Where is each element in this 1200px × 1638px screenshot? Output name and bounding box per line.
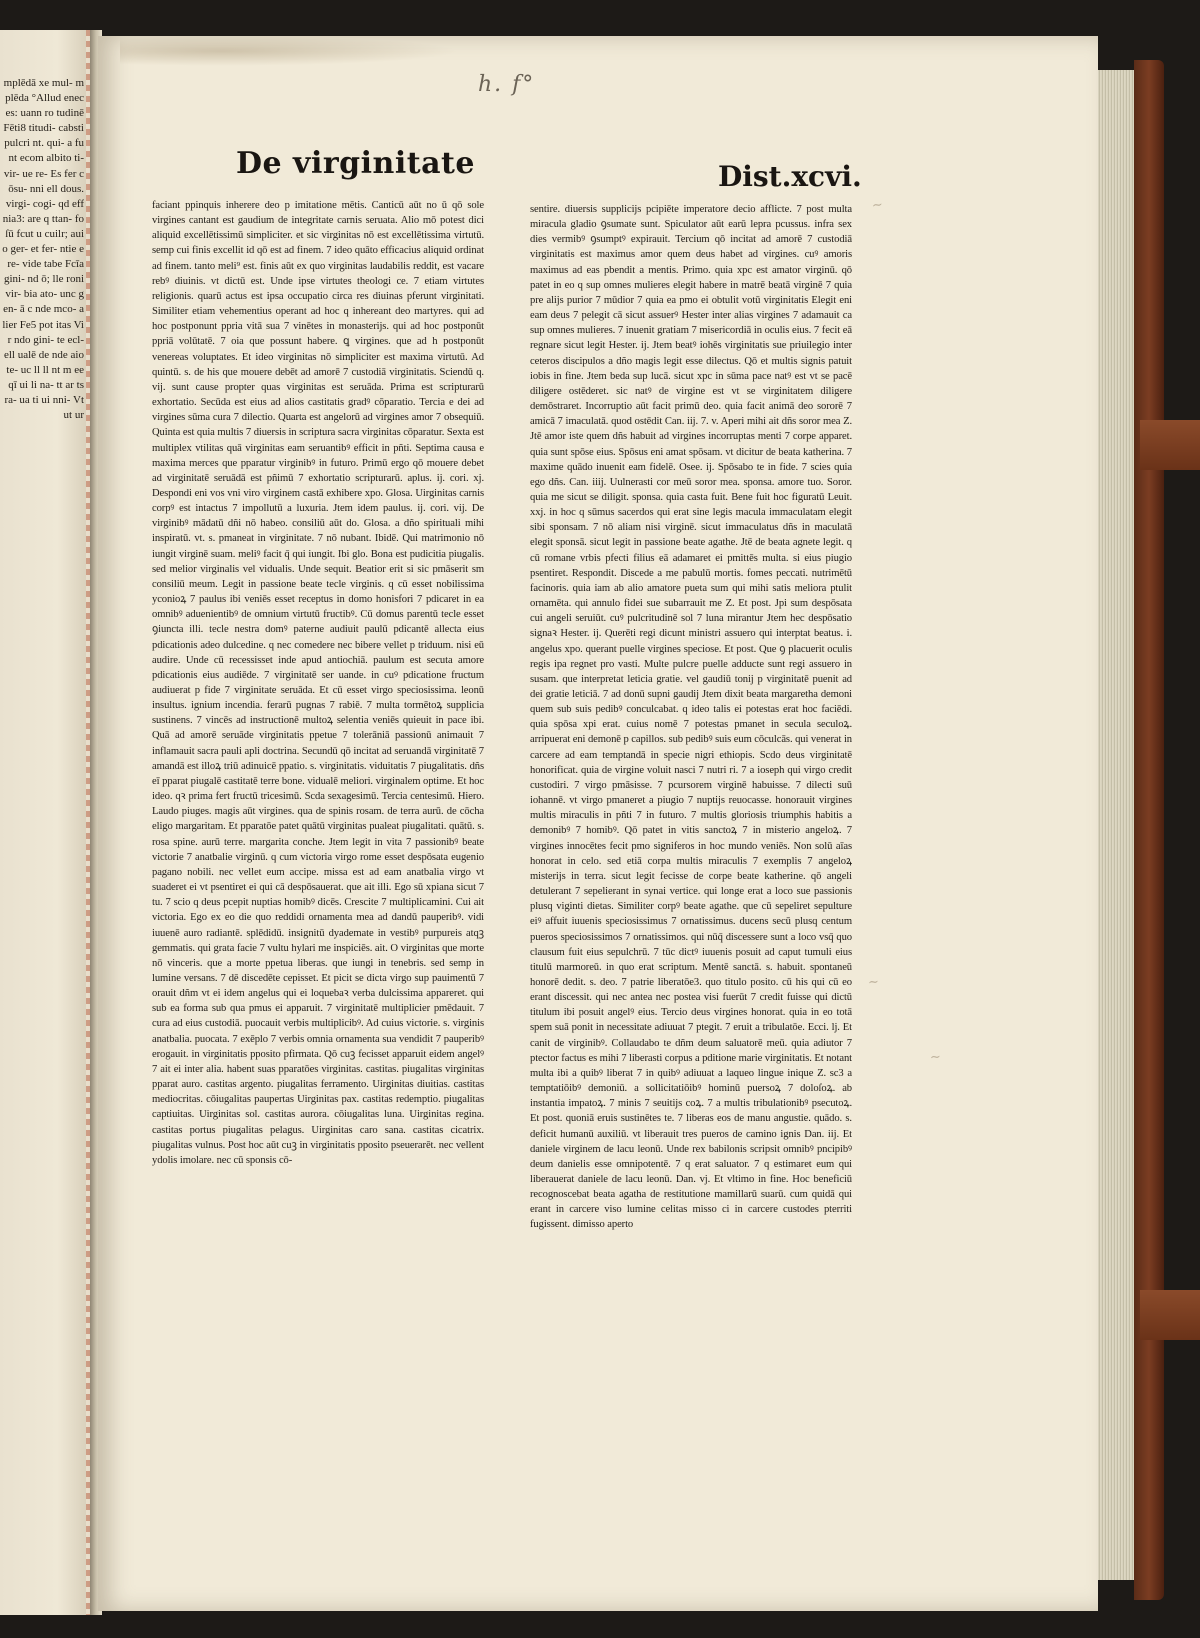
page-stain: [120, 36, 460, 66]
left-page-text-edge: mplēdā xe mul- mplēda °Allud eneces: uann ro tudinē Fēti8 titudi- cabsti pulcri nt. qui- a funt ecom albito ti- vir- ue re- Es fer cōsu- nni ell dous. virgi- cogi- qd eff nia3: are q ttan- fo ſū fcut u cuilr; auio ger- et fer- ntie ere- vide tabe Fcīa gini- nd ō; lle roni vir- bia ato- unc gen- ā c nde mco- alier Fe5 pot itas Vir ndo gini- te ecl- ell ualē de nde aio te- uc ll ll nt m ee qī ui li na- tt ar ts ra- ua ti ui nni- Vt ut ur: [2, 77, 84, 422]
faint-margin-annotation: ~: [871, 197, 884, 214]
page-edges: [1098, 70, 1134, 1580]
running-header-left: De virginitate: [236, 146, 476, 181]
left-page: [0, 30, 96, 1615]
pencil-folio-note: h. f°: [478, 72, 536, 97]
leather-clasp-lower: [1140, 1290, 1200, 1340]
faint-margin-annotation: ~: [867, 974, 880, 991]
column-left-text: faciant ppinquis inherere deo p imitatione mētis. Canticū aūt no ū qō sole virgines cantant est gaudium de integritate carnis seruata. Alio mō potest dici aliquid excellētissimū simpliciter. et sic virginitas nō est excellētissima virtutū. semp cui finis excellit id qō est ad finem. 7 ideo quāto efficacius aliquid ordinat ad finem. tanto meli⁹ est. finis aūt ex quo virginitas laudabilis reddit, est vacare rebꝰ diuinis. vt dictū est. Unde ipse virtutes theologi ce. 7 etiam virtutes religionis. quarū actus est ipsa occupatio circa res diuinas pferunt virginitati. Similiter etiam vehementius operant ad hoc q inhereant deo martyres. qui ad hoc postponunt ppria vitā sua 7 vinētes in monasterijs. qui ad hoc postponūt ppriā volūtatē. 7 oia que possunt habere. ꝗ virgines. que ad h postponūt venereas voluptates. Et ideo virginitas nō simpliciter est maxima virtutū. Ad quintū. s. de his que mouere debēt ad amorē 7 custodiā virginitatis. Sciendū q. vij. sunt cause propter quas virginitas est seruāda. Prima est scripturarū exhortatio. Secūda est eius ad alios castitatis gradꝰ cōparatio. Tercia e dei ad virgines sūma cura 7 dilectio. Quarta est angelorū ad virgines amor 7 obsequiū. Quinta est quia multis 7 diuersis in scriptura sacra virginitas cōparatur. Sexta est multiplex vtilitas quā virginitas eam seruantibꝰ efficit in pñti. Septima causa e maxima merces que pparatur virginibꝰ in futuro. Primū ergo qō mouere debet ad virginitatē seruādā est pñimū 7 exhortatio scripturarū. aplus. ij. cori. xj. Despondi eni vos vni viro virginem castā exhibere xpo. Glosa. Uirginitas carnis corpꝰ est intactus 7 impollutū a luxuria. Jtem idem paulus. ij. cori. vij. De virginibꝰ mādatū dñi nō habeo. consiliū aūt do. Glosa. a dño spirituali mihi inspiratū. vt. s. pmaneat in virginitate. 7 nō nubant. Ibidē. Qui matrimonio nō iungit virginē suam. meliꝰ facit q̄ qui iungit. Ibi glo. Bona est pudicitia piugalis. sed melior virginalis vel vidualis. Unde sequit. Beatior erit si sic pmāserit sm consiliū meum. Legit in passione beate tecle virginis. q cū esset nobilissima yconioꝝ 7 paulus ibi veniēs esset receptus in domo honisfori 7 pdicaret in ea omnibꝰ aduenientibꝰ de omnium virtutū fructibꝰ. Cū domus parentū tecle esset ꝯiuncta illi. tecle nestra domꝰ paterne audiuit paulū pdicantē allecta eius pdicationis adeo dulcedine. q nec comedere nec bibere vellet p triduum. nisi eū audire. Unde cū recessisset inde apud antiochiā. paulum est secuta amore pdicationis eius audiēde. 7 virginitatē ser uande. in cuꝰ pdicatione fructum audiuerat p fide 7 virginitate seruāda. Et cū esset virgo speciosissima. leonū insultus. ignium incendia. ferarū pugnas 7 rabiē. 7 multa tormētoꝝ supplicia sustinens. 7 vincēs ad instructionē multoꝝ selentia veniēs quieuit in pace ibi. Quā ad amorē seruāde virginitatis ppetue 7 tolerāniā passionū animauit 7 inflamauit sacra pauli apli doctrina. Secundū qō incitat ad seruandā virginitatē 7 amandā est illoꝝ triū adinuicē ppatio. s. virginitatis. viduitatis 7 piugalitatis. dñs eī pparat piugalē castitatē terre bone. vidualē meliori. virginalem optime. Et hoc ideo. qꝛ prima fert fructū tricesimū. Scda sexagesimū. Tercia centesimū. Hiero. Laudo piuges. magis aūt virgines. qua de spinis rosam. de terra aurū. de cōcha eligo margaritam. Et pparatōe patet quātū virginitas pualeat piugalitati. quātū. s. rosa spine. aurū terre. margarita conche. Jtem legit in vita 7 passionibꝰ beate victorie 7 anatbalie virginū. q cum victoria virgo rome esset despōsata eugenio pagano nobili. nec vellet eum accipe. missa est ad eam anatbalia virgo vt suaderet ei vt psentiret ei qui cā despōsauerat. que ait illi. Ego sū xpiana sicut 7 tu. 7 scio q deus pcepit nuptias homibꝰ dicēs. Crescite 7 multiplicamini. Cui ait victoria. Ego ex eo die quo reddidi ornamenta mea ad dandū pauperibꝰ. vidi iuuenē auro radiantē. splēdidū. insignitū dyademate in vestibꝰ purpureis atqꝫ gemmatis. qui grata facie 7 vultu hylari me inspiciēs. ait. O virginitas que morte nō vinceris. que a morte ppetua liberas. que iungi in tenebris. sed semp in lumine versans. 7 dē discedēte cepisset. Et picit se dicta virgo sup pauimentū 7 orauit dñm vt ei idem angelus qui ei loquebaꝛ verba dulcissima appareret. qui sub ea forma sub qua pmus ei apparuit. 7 virginitatē multiplicier pmēdauit. 7 cura ad eius custodiā. puocauit verbis multiplicibꝰ. Ad cuius victorie. s. virginis anatbalia. puocata. 7 exēplo 7 verbis omnia ornamenta sua vendidit 7 pauperibꝰ erogauit. in virginitatis pposito pfirmata. Qō cuꝫ fecisset apparuit eidem angelꝰ 7 ait ei inter alia. habent suas pparatōes virginitas. castitas. piugalitas virginitas pparat auro. castitas argento. piugalitas ferramento. Uirginitas diuitias. castitas mediocritas. cōiugalitas paupertas Uirginitas pax. castitas redemptio. piugalitas captiuitas. Uirginitas sol. castitas aurora. cōiugalitas luna. Uirginitas regina. castitas portus piugalitas pelagus. Uirginitas caro sana. castitas cicatrix. piugalitas vulnus. Post hoc aūt cuꝫ in virginitatis pposito pseuerarēt. nec vellent ydolis imolare. nec cū sponsis cō-: [152, 200, 484, 1166]
column-right-text: sentire. diuersis supplicijs pcipiēte imperatore decio afflicte. 7 post multa miracula gladio ꝯsumate sunt. Spiculator aūt earū lepra pcussus. infra sex dies vermibꝰ ꝯsumptꝰ expirauit. Tercium qō incitat ad amorē 7 custodiā virginitatis est maximus amor quem deus habet ad virgines. cuꝰ amoris maximus ad eas pbendit a mentis. Primo. quia xpc est amator virginū. qō patet in eo q sup omnes mulieres elegit habere in matrē beatā virginē 7 quia pre alijs purior 7 mūdior 7 quia ea pmo ei obtulit votū virginitatis Elegit eni eam deus 7 pelegit cā sicut assuerꝰ Hester inter alias virgines 7 adamauit ca sup omnes mulieres. 7 inuenit gratiam 7 misericordiā in oculis eius. 7 fecit eā regnare sicut legit Hester. ij. Jtem beatꝰ iohēs virginitatis sue priuilegio inter ceteros discipulos a dño magis legit esse dilectus. Qō et multis signis patuit iobis in fine. Jtem beda sup lucā. sicut xpc in sūma pace natꝰ est vt se pacē diligere ostēderet. sic natꝰ de virgine est vt se virginitatem diligere demōstraret. Incorruptio aūt facit primū deo. quia facit animā deo sororē 7 amicā 7 imaculatā. quod ostēdit Can. iij. 7. v. Aperi mihi ait dñs soror mea Z. Jtē amor iste quem dñs habuit ad virgines incorruptas menti 7 corpe apparet. quia sunt spōse eius. Spōsus eni amat spōsam. vt dicitur de beata katherina. 7 maxime quādo inuenit eam fidelē. Osee. ij. Spōsabo te in fide. 7 scies quia ego dñs. Can. iiij. Uulnerasti cor meū soror mea. sponsa. amore tuo. Soror. quia me sicut se diligit. sponsa. quia casta fuit. Bene fuit hoc figuratū Leuit. xxj. in hoc q sūmus sacerdos qui erat sine legis macula immaculatam elegit sibi sponsam. 7 nō aliam nisi virginē. sicut immaculatus dñs in maculatā elegit sponsā. sicut legit in passione beate agathe. Jtē de beata agnete legit. q cū romane vrbis pfecti filius eā adamaret ei pmittēs multa. si eius piugio psentiret. Respondit. Discede a me pabulū mortis. fomes peccati. nutrimētū facinoris. quia iam ab alio amatore pueta sum qui mihi satis meliora ptulit ornamēta. qui annulo fidei sue subarrauit me Z. Et post. Jpi sum despōsata cui angeli seruiūt. cuꝰ pulcritudinē sol 7 luna mirantur Jtem hec despōsatio signaꝛ Hester. ij. Querēti regi dicunt ministri assuero qui interptat beatus. i. angelus xpo. querant puelle virgines speciose. Et post. Que ꝯ placuerit oculis regis ipa regnet pro vasti. Multe pulcre puelle adducte sunt regi assuero in susam. que interpretat leticia gratie. vel gaudiū tonij p virginitatē puenit ad dei gratie leticiā. 7 ad donū supni gaudij Jtem dixit beata margaretha demoni quem sub suis pedibꝰ conculcabat. q ideo talis ei potestas erat hoc faciēdi. quia spōsa xpi erat. cuius nomē 7 potestas pmanet in secula seculoꝝ. arripuerat eni demonē p capillos. sub pedibꝰ suis eum cōculcās. qui venerat in carcere ad eam temptandā in specie nigri ethiopis. Scdo deus virginitatē honorificat. quia de virgine voluit nasci 7 nutri ri. 7 a ioseph qui virgo credit custodiri. 7 virgo pmāsisse. 7 pcursorem virginē habuisse. 7 dilecti suū iohannē. vt virgo pmaneret a piugio 7 nuptijs reuocasse. honorauit virgines multis miraculis in pñti 7 in futuro. 7 multis gloriosis triumphis habitis a demonibꝰ 7 homibꝰ. Qō patet in vitis sanctoꝝ 7 in misterio angeloꝝ. 7 virgines innocētes fecit pmo signiferos in hoc mundo veniēs. Non solū aīas honorat in celo. sed etiā corpa multis miraculis 7 exemplis 7 angeloꝝ misterijs in terra. sicut legit fecisse de corpe beate katherine. qō angeli detulerant 7 sepelierant in synai vertice. qui longe erat a loco sue passionis plusq viginti dietas. Similiter corpꝰ beate agathe. que cū sepeliret sepulture eiꝰ affuit iuuenis speciosissimus 7 ornatissimus. ducens secū plusq centum pueros speciosissimos 7 ornatissimos. qui nūq̄ discessere sunt a loco vsq̄ quo clausum fuit eius sepulchrū. 7 tūc dictꝰ iuuenis posuit ad caput tumuli eius titulū marmoreū. in quo erat scriptum. Mentē sanctā. s. habuit. spontaneū honorē dedit. s. deo. 7 patrie liberatōe3. quo titulo posito. cū his qui cū eo erant discessit. qui nec antea nec postea visi fuerūt 7 credit fuisse qui dictū titulum ibi posuit angelꝰ eius. Tercio deus virgines honorat. quia in eo totā spem suā ponit in necessitate adiuuat 7 ptegit. 7 eruit a tribulatōe. Ecci. lj. Et canit de virginibꝰ. Collaudabo te dñm deum saluatorē meū. quia adiutor 7 ptector factus es mihi 7 liberasti corpus a pditione marie virginitatis. Et notant multa ibi a quibꝰ liberat 7 in quibꝰ adiuuat a laqueo lingue inique Z. sc3 a temptatiōibꝰ demoniū. a sollicitatiōibꝰ hominū puersoꝝ 7 doloſoꝝ. ab instantia impatoꝝ. 7 minis 7 seuitijs coꝝ. 7 a multis tribulationibꝰ psecutoꝝ. Et post. quoniā eruis sustinētes te. 7 liberas eos de manu angustie. quādo. s. deficit humanū auxiliū. vt liberauit tres pueros de camino ignis Dan. iij. Et daniele virginem de lacu leonū. Unde rex babilonis scripsit omnibꝰ pncipibꝰ deum danielis esse omnipotentē. 7 q erat saluator. 7 q estimaret eum qui liberauerat daniele de lacu leonū. Dan. vj. Et vltimo in fine. Hoc beneficiū recognoscebat beata agatha de restitutione mamillarū suarū. cum quidā qui erant in carcere viso lumine celitas misso ci in carcere custodes pterriti fugissent. dimisso aperto: [530, 204, 852, 1231]
running-header-right: Dist.xcvi.: [718, 160, 862, 193]
text-column-left: [152, 198, 484, 1318]
text-column-right: [530, 202, 852, 1322]
leather-clasp-upper: [1140, 420, 1200, 470]
faint-margin-annotation: ~: [929, 1049, 942, 1066]
leather-cover-edge: [1134, 60, 1164, 1600]
